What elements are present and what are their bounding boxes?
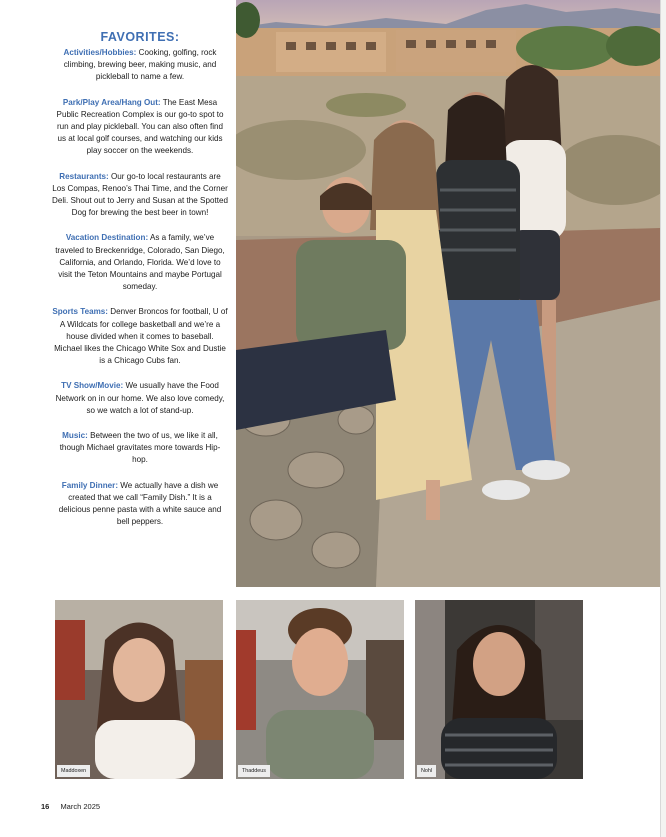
photo-caption: Nohl (417, 765, 436, 777)
favorite-text: The East Mesa Public Recreation Complex is our go-to spot to run and play pickleball. You can also often find us at local golf courses, and watching our kids play soccer on the weekends. (56, 97, 224, 156)
favorite-sports (52, 306, 228, 367)
photo-caption: Thaddeus (238, 765, 270, 777)
favorite-dinner (52, 480, 228, 529)
favorite-label: Sports Teams: (52, 307, 108, 317)
portrait-photo-maddoxen (55, 600, 223, 779)
favorite-text: We actually have a dish we created that we call “Family Dish.” It is a delicious penne pasta with a white sauce and bell peppers. (58, 480, 222, 527)
page-footer (41, 802, 100, 811)
favorite-text: Our go-to local restaurants are Los Compas, Renoo’s Thai Time, and the Corner Deli. Shout out to Jerry and Susan at the Spotted Dog for brewing the best beer in town! (52, 171, 228, 218)
favorite-text: Between the two of us, we like it all, though Michael gravitates more towards Hip-hop. (59, 431, 221, 465)
favorite-vacation (52, 232, 228, 293)
portrait-photo-thaddeus (236, 600, 404, 779)
favorite-activities (52, 47, 228, 84)
favorite-text: Cooking, golfing, rock climbing, brewing beer, making music, and pickleball to name a few. (63, 48, 217, 82)
favorite-restaurants (52, 171, 228, 220)
favorites-sidebar (52, 30, 228, 542)
favorite-label: Restaurants: (59, 171, 109, 181)
page-number: 16 (41, 802, 50, 811)
favorite-label: Park/Play Area/Hang Out: (62, 97, 161, 107)
favorite-text: Denver Broncos for football, U of A Wildcats for college basketball and we’re a house divided when it comes to baseball. Michael likes the Chicago White Sox and Dustie is a Chicago Cubs fan. (54, 307, 228, 366)
issue-date: March 2025 (60, 802, 101, 811)
favorite-label: TV Show/Movie: (61, 381, 124, 391)
favorite-park (52, 97, 228, 158)
photo-caption: Maddoxen (57, 765, 90, 777)
favorite-text: As a family, we’ve traveled to Breckenridge, Colorado, San Diego, California, and Orlando, Florida. We’d love to visit the Teton Mountains and maybe Portugal someday. (55, 233, 225, 292)
favorite-music (52, 430, 228, 467)
favorite-text: We usually have the Food Network on in our home. We also love comedy, so we watch a lot of stand-up. (55, 381, 225, 415)
portrait-photo-nohl (415, 600, 583, 779)
favorites-title: FAVORITES: (100, 30, 180, 44)
favorite-label: Music: (62, 431, 88, 441)
favorite-label: Family Dinner: (61, 480, 119, 490)
favorite-label: Vacation Destination: (65, 233, 149, 243)
favorite-tv (52, 380, 228, 417)
favorite-label: Activities/Hobbies: (63, 48, 137, 57)
family-photo (236, 0, 660, 587)
